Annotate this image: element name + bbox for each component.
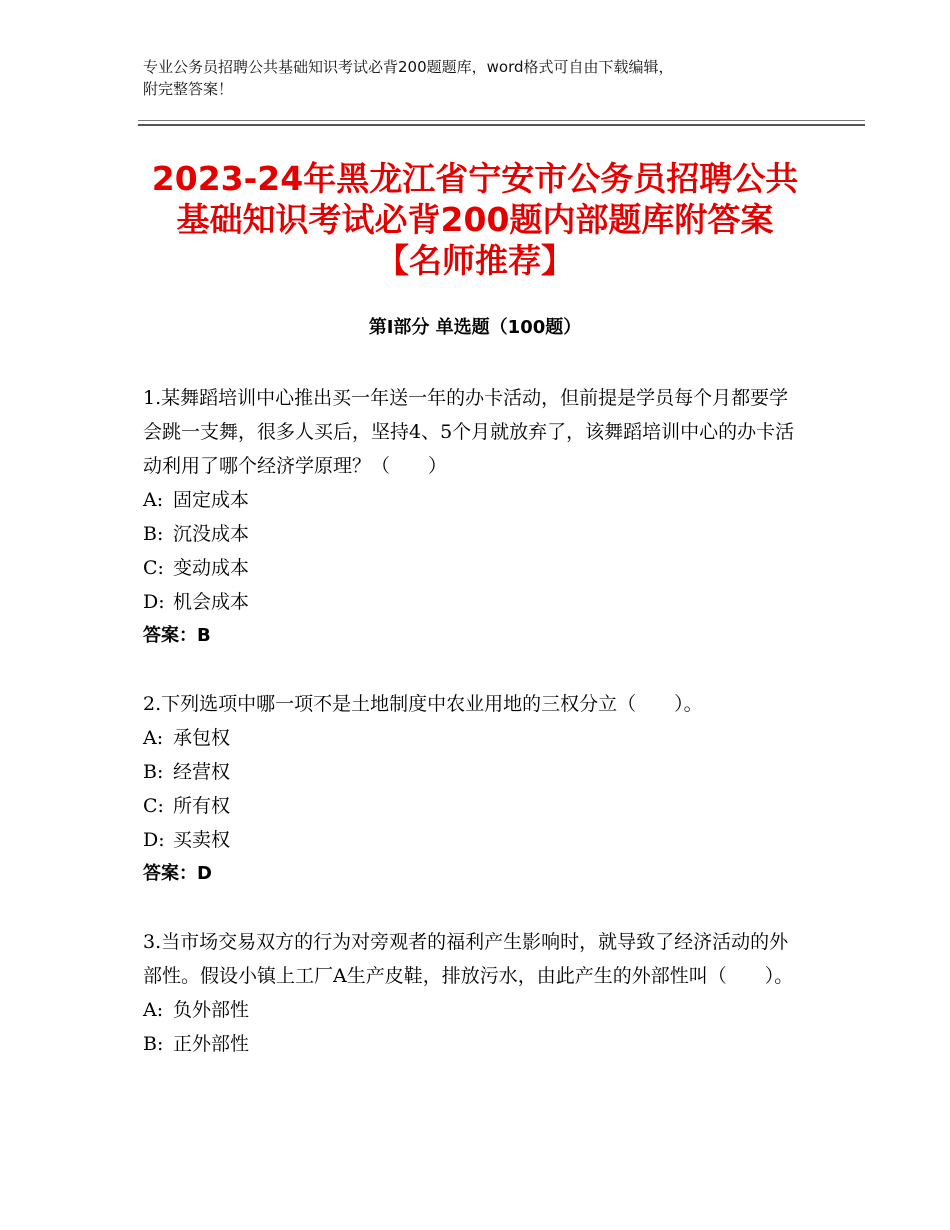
option-letter: D: <box>143 591 165 613</box>
option-letter: B: <box>143 523 164 545</box>
option-text: 变动成本 <box>173 557 250 579</box>
option-b <box>143 1027 807 1061</box>
question-1 <box>143 381 807 653</box>
answer-line: 答案：B <box>143 625 211 646</box>
option-letter: D: <box>143 829 165 851</box>
option-text: 正外部性 <box>173 1033 250 1055</box>
option-b <box>143 755 807 789</box>
option-letter: A: <box>143 727 164 749</box>
option-c <box>143 789 807 823</box>
option-letter: C: <box>143 795 164 817</box>
header-note-line-2: 附完整答案！ <box>143 80 234 98</box>
option-text: 沉没成本 <box>173 523 250 545</box>
header-divider-thick <box>138 124 865 126</box>
option-letter: A: <box>143 489 164 511</box>
option-d <box>143 823 807 857</box>
header-note <box>143 56 823 100</box>
question-stem: 1.某舞蹈培训中心推出买一年送一年的办卡活动，但前提是学员每个月都要学会跳一支舞，很多人买后，坚持4、5个月就放弃了，该舞蹈培训中心的办卡活动利用了哪个经济学原理？（ ） <box>143 387 795 477</box>
question-3 <box>143 925 807 1061</box>
title-line-2: 基础知识考试必背200题内部题库附答案 <box>176 200 774 239</box>
question-list <box>143 381 807 1095</box>
option-text: 机会成本 <box>173 591 250 613</box>
option-a <box>143 483 807 517</box>
option-b <box>143 517 807 551</box>
option-c <box>143 551 807 585</box>
question-stem: 3.当市场交易双方的行为对旁观者的福利产生影响时，就导致了经济活动的外部性。假设小镇上工厂A生产皮鞋，排放污水，由此产生的外部性叫（ ）。 <box>143 931 794 987</box>
option-text: 承包权 <box>173 727 231 749</box>
option-d <box>143 585 807 619</box>
option-letter: B: <box>143 761 164 783</box>
option-text: 负外部性 <box>173 999 250 1021</box>
question-stem: 2.下列选项中哪一项不是土地制度中农业用地的三权分立（ ）。 <box>143 693 703 715</box>
header-note-line-1: 专业公务员招聘公共基础知识考试必背200题题库，word格式可自由下载编辑， <box>143 58 674 76</box>
option-text: 固定成本 <box>173 489 250 511</box>
option-letter: B: <box>143 1033 164 1055</box>
option-a <box>143 993 807 1027</box>
section-heading: 第Ⅰ部分 单选题（100题） <box>368 317 582 338</box>
answer-line: 答案：D <box>143 863 212 884</box>
option-a <box>143 721 807 755</box>
document-title <box>120 158 830 281</box>
title-line-3: 【名师推荐】 <box>376 241 574 280</box>
header-divider-thin <box>138 120 865 121</box>
option-text: 买卖权 <box>173 829 231 851</box>
option-text: 所有权 <box>173 795 231 817</box>
question-2 <box>143 687 807 891</box>
title-line-1: 2023-24年黑龙江省宁安市公务员招聘公共 <box>151 159 799 198</box>
option-letter: A: <box>143 999 164 1021</box>
option-letter: C: <box>143 557 164 579</box>
option-text: 经营权 <box>173 761 231 783</box>
